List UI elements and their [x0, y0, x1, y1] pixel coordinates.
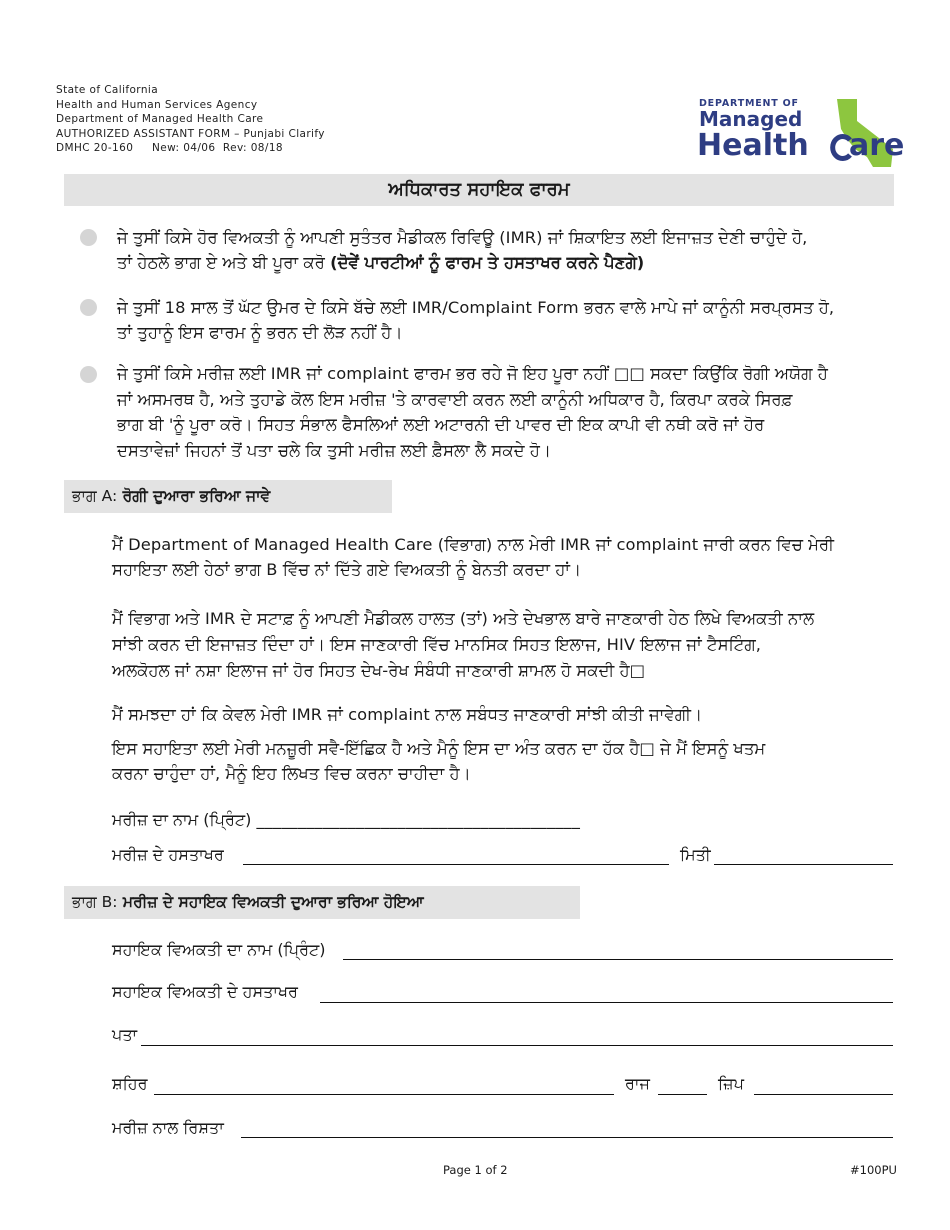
instruction-3: ਜੇ ਤੁਸੀਂ ਕਿਸੇ ਮਰੀਜ਼ ਲਈ IMR ਜਾਂ complaint ਫਾਰਮ ਭਰ ਰਹੇ ਜੋ ਇਹ ਪੂਰਾ ਨਹੀਂ □□ ਸਕਦਾ ਕਿਉਂਕਿ ਰੋਗੀ ਅਯੋਗ ਹੈ ਜਾਂ ਅਸਮਰਥ ਹੈ, ਅਤੇ ਤੁਹਾਡੇ ਕੋਲ ਇਸ ਮਰੀਜ਼ 'ਤੇ ਕਾਰਵਾਈ ਕਰਨ ਲਈ ਕਾਨੂੰਨੀ ਅਧਿਕਾਰ ਹੈ, ਕਿਰਪਾ ਕਰਕੇ ਸਿਰਫ਼ ਭਾਗ ਬੀ 'ਨੂੰ ਪੂਰਾ ਕਰੋ। ਸਿਹਤ ਸੰਭਾਲ ਫੈਸਲਿਆਂ ਲਈ ਅਟਾਰਨੀ ਦੀ ਪਾਵਰ ਦੀ ਇਕ ਕਾਪੀ ਵੀ ਨਥੀ ਕਰੋ ਜਾਂ ਹੋਰ ਦਸਤਾਵੇਜ਼ਾਂ ਜਿਹਨਾਂ ਤੋਂ ਪਤਾ ਚਲੇ ਕਿ ਤੁਸੀ ਮਰੀਜ਼ ਲਈ ਫ਼ੈਸਲਾ ਲੈ ਸਕਦੇ ਹੋ। [117, 364, 828, 460]
header-line-form-number: DMHC 20-160 New: 04/06 Rev: 08/18 [56, 142, 283, 155]
agency-header [56, 83, 325, 156]
address-field[interactable] [141, 1045, 893, 1046]
patient-name-field[interactable]: _______________________________________ [256, 810, 581, 829]
logo-line-department: DEPARTMENT OF [699, 98, 799, 109]
part-a-understanding-paragraph: ਮੈਂ ਸਮਝਦਾ ਹਾਂ ਕਿ ਕੇਵਲ ਮੇਰੀ IMR ਜਾਂ complaint ਨਾਲ ਸਬੰਧਤ ਜਾਣਕਾਰੀ ਸਾਂਝੀ ਕੀਤੀ ਜਾਵੇਗੀ। [112, 705, 703, 724]
logo-line-care: are [849, 128, 905, 163]
bullet-icon [80, 299, 97, 316]
date-label: ਮਿਤੀ [680, 845, 711, 864]
date-field[interactable] [714, 864, 893, 865]
state-field[interactable] [658, 1094, 707, 1095]
city-field[interactable] [154, 1094, 614, 1095]
city-label: ਸ਼ਹਿਰ [112, 1074, 148, 1093]
patient-name-label: ਮਰੀਜ਼ ਦਾ ਨਾਮ (ਪ੍ਰਿੰਟ) _______________________________________ [112, 810, 581, 829]
part-a-heading: ਭਾਗ A: ਰੋਗੀ ਦੁਆਰਾ ਭਰਿਆ ਜਾਵੇ [64, 480, 392, 513]
relationship-label: ਮਰੀਜ਼ ਨਾਲ ਰਿਸ਼ਤਾ [112, 1118, 224, 1137]
header-line-agency: Health and Human Services Agency [56, 98, 258, 111]
assistant-name-label: ਸਹਾਇਕ ਵਿਅਕਤੀ ਦਾ ਨਾਮ (ਪ੍ਰਿੰਟ) [112, 940, 326, 959]
logo-line-health: Health [697, 128, 809, 163]
header-line-department: Department of Managed Health Care [56, 113, 264, 126]
bullet-icon [80, 229, 97, 246]
zip-field[interactable] [754, 1094, 893, 1095]
patient-signature-field[interactable] [243, 864, 669, 865]
bullet-icon [80, 366, 97, 383]
part-a-request-paragraph: ਮੈਂ Department of Managed Health Care (ਵਿਭਾਗ) ਨਾਲ ਮੇਰੀ IMR ਜਾਂ complaint ਜਾਰੀ ਕਰਨ ਵਿਚ ਮੇਰੀ ਸਹਾਇਤਾ ਲਈ ਹੇਠਾਂ ਭਾਗ B ਵਿੱਚ ਨਾਂ ਦਿੱਤੇ ਗਏ ਵਿਅਕਤੀ ਨੂੰ ਬੇਨਤੀ ਕਰਦਾ ਹਾਂ। [112, 535, 834, 579]
assistant-signature-field[interactable] [320, 1002, 893, 1003]
form-title: ਅਧਿਕਾਰਤ ਸਹਾਇਕ ਫਾਰਮ [64, 174, 894, 206]
assistant-signature-label: ਸਹਾਇਕ ਵਿਅਕਤੀ ਦੇ ਹਸਤਾਖਰ [112, 982, 298, 1001]
instruction-1: ਜੇ ਤੁਸੀਂ ਕਿਸੇ ਹੋਰ ਵਿਅਕਤੀ ਨੂੰ ਆਪਣੀ ਸੁਤੰਤਰ ਮੈਡੀਕਲ ਰਿਵਿਊ (IMR) ਜਾਂ ਸ਼ਿਕਾਇਤ ਲਈ ਇਜਾਜ਼ਤ ਦੇਣੀ ਚਾਹੁੰਦੇ ਹੋ, ਤਾਂ ਹੇਠਲੇ ਭਾਗ ਏ ਅਤੇ ਬੀ ਪੂਰਾ ਕਰੋ (ਦੋਵੇਂ ਪਾਰਟੀਆਂ ਨੂੰ ਫਾਰਮ ਤੇ ਹਸਤਾਖਰ ਕਰਨੇ ਪੈਣਗੇ) [117, 228, 808, 272]
instruction-2: ਜੇ ਤੁਸੀਂ 18 ਸਾਲ ਤੋਂ ਘੱਟ ਉਮਰ ਦੇ ਕਿਸੇ ਬੱਚੇ ਲਈ IMR/Complaint Form ਭਰਨ ਵਾਲੇ ਮਾਪੇ ਜਾਂ ਕਾਨੂੰਨੀ ਸਰਪ੍ਰਸਤ ਹੋ, ਤਾਂ ਤੁਹਾਨੂੰ ਇਸ ਫਾਰਮ ਨੂੰ ਭਰਨ ਦੀ ਲੋੜ ਨਹੀਂ ਹੈ। [117, 298, 835, 342]
dmhc-logo [697, 97, 905, 169]
logo-line-managed: Managed [699, 107, 803, 131]
header-line-state: State of California [56, 84, 159, 96]
form-code: #100PU [850, 1163, 897, 1177]
zip-label: ਜ਼ਿਪ [718, 1074, 744, 1093]
both-parties-sign-note: (ਦੋਵੇਂ ਪਾਰਟੀਆਂ ਨੂੰ ਫਾਰਮ ਤੇ ਹਸਤਾਖਰ ਕਰਨੇ ਪੈਣਗੇ) [330, 253, 645, 272]
header-line-form-name: AUTHORIZED ASSISTANT FORM – Punjabi Clarify [56, 127, 325, 140]
assistant-name-field[interactable] [343, 959, 893, 960]
state-label: ਰਾਜ [625, 1074, 650, 1093]
page-number: Page 1 of 2 [443, 1163, 508, 1177]
patient-signature-label: ਮਰੀਜ਼ ਦੇ ਹਸਤਾਖਰ [112, 845, 224, 864]
part-b-heading: ਭਾਗ B: ਮਰੀਜ਼ ਦੇ ਸਹਾਇਕ ਵਿਅਕਤੀ ਦੁਆਰਾ ਭਰਿਆ ਹੋਇਆ [64, 886, 580, 919]
relationship-field[interactable] [241, 1137, 893, 1138]
part-a-consent-paragraph: ਮੈਂ ਵਿਭਾਗ ਅਤੇ IMR ਦੇ ਸਟਾਫ਼ ਨੂੰ ਆਪਣੀ ਮੈਡੀਕਲ ਹਾਲਤ (ਤਾਂ) ਅਤੇ ਦੇਖਭਾਲ ਬਾਰੇ ਜਾਣਕਾਰੀ ਹੇਠ ਲਿਖੇ ਵਿਅਕਤੀ ਨਾਲ ਸਾਂਝੀ ਕਰਨ ਦੀ ਇਜਾਜ਼ਤ ਦਿੰਦਾ ਹਾਂ। ਇਸ ਜਾਣਕਾਰੀ ਵਿੱਚ ਮਾਨਸਿਕ ਸਿਹਤ ਇਲਾਜ, HIV ਇਲਾਜ ਜਾਂ ਟੈਸਟਿੰਗ, ਅਲਕੋਹਲ ਜਾਂ ਨਸ਼ਾ ਇਲਾਜ ਜਾਂ ਹੋਰ ਸਿਹਤ ਦੇਖ-ਰੇਖ ਸੰਬੰਧੀ ਜਾਣਕਾਰੀ ਸ਼ਾਮਲ ਹੋ ਸਕਦੀ ਹੈ□ [112, 609, 815, 680]
part-a-voluntary-paragraph: ਇਸ ਸਹਾਇਤਾ ਲਈ ਮੇਰੀ ਮਨਜ਼ੂਰੀ ਸਵੈ-ਇੱਛਿਕ ਹੈ ਅਤੇ ਮੈਨੂੰ ਇਸ ਦਾ ਅੰਤ ਕਰਨ ਦਾ ਹੱਕ ਹੈ□ ਜੇ ਮੈਂ ਇਸਨੂੰ ਖਤਮ ਕਰਨਾ ਚਾਹੁੰਦਾ ਹਾਂ, ਮੈਨੂੰ ਇਹ ਲਿਖਤ ਵਿਚ ਕਰਨਾ ਚਾਹੀਦਾ ਹੈ। [112, 739, 766, 783]
address-label: ਪਤਾ [112, 1025, 138, 1044]
